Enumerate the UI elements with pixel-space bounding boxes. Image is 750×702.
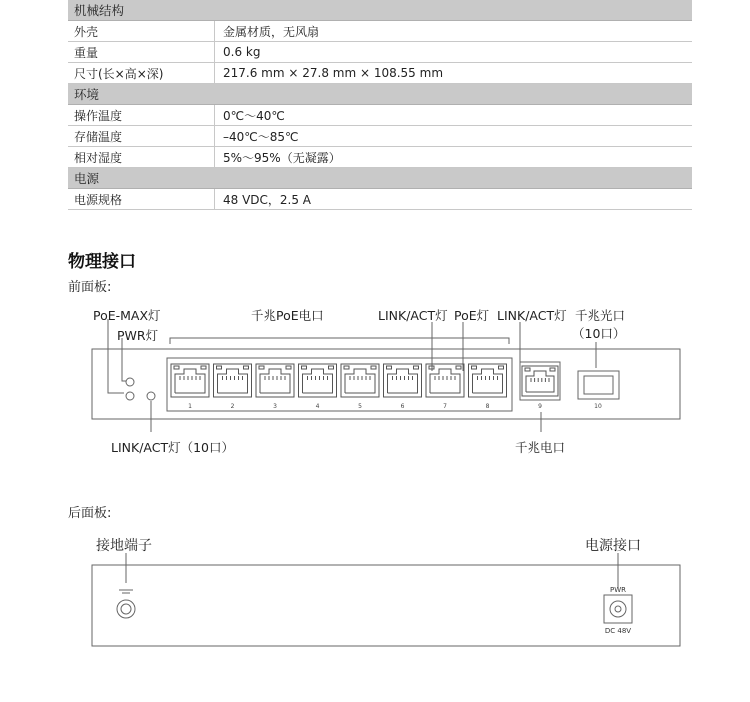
port-number: 1 — [188, 403, 192, 410]
power-port-label: 电源接口 — [585, 538, 641, 554]
gig-poe-ports-label: 千兆PoE电口 — [251, 308, 324, 323]
pwr-mark: PWR — [609, 586, 627, 594]
port-number: 5 — [358, 403, 362, 410]
port-number: 4 — [315, 403, 320, 410]
spec-key: 相对湿度 — [68, 147, 215, 168]
spec-value: 5%～95%（无凝露） — [215, 147, 693, 168]
poe-max-led — [126, 392, 134, 400]
back-panel-label: 后面板: — [68, 506, 112, 521]
port-number: 2 — [230, 403, 235, 410]
spec-value: 48 VDC，2.5 A — [215, 189, 693, 210]
spec-key: 重量 — [68, 42, 215, 63]
spec-section-header: 电源 — [68, 168, 692, 189]
front-panel-label: 前面板: — [68, 280, 112, 295]
port-number: 10 — [594, 403, 602, 410]
spec-key: 操作温度 — [68, 105, 215, 126]
spec-key: 外壳 — [68, 21, 215, 42]
spec-section-header: 环境 — [68, 84, 692, 105]
sfp-ports-label: 千兆光口 — [575, 308, 626, 323]
spec-value: 0.6 kg — [215, 42, 693, 63]
dc-48v-mark: DC 48V — [604, 627, 632, 635]
poe-led-label: PoE灯 — [454, 308, 490, 323]
link-act-led-10 — [147, 392, 155, 400]
pwr-led-label: PWR灯 — [117, 328, 159, 343]
spec-key: 电源规格 — [68, 189, 215, 210]
port-number: 6 — [400, 403, 405, 410]
spec-section-header: 机械结构 — [68, 0, 692, 21]
poe-ports-bracket — [170, 338, 509, 344]
link-act-led-label-a: LINK/ACT灯 — [378, 308, 448, 323]
sfp-ports-note: （10口） — [572, 326, 626, 341]
ground-terminal-label: 接地端子 — [96, 538, 152, 554]
gig-port-label: 千兆电口 — [515, 440, 566, 455]
port-number: 7 — [443, 403, 447, 410]
interfaces-title: 物理接口 — [68, 252, 136, 272]
port-number: 9 — [538, 403, 542, 410]
front-panel-chassis — [92, 349, 680, 419]
pwr-led — [126, 378, 134, 386]
spec-value: 217.6 mm × 27.8 mm × 108.55 mm — [215, 63, 693, 84]
back-panel-chassis — [92, 565, 680, 646]
link-act-led-10-label: LINK/ACT灯（10口） — [111, 440, 235, 455]
port-number: 3 — [273, 403, 277, 410]
ground-terminal — [117, 600, 135, 618]
dc-power-jack — [604, 595, 632, 623]
poe-max-led-label: PoE-MAX灯 — [93, 308, 161, 323]
port-number: 8 — [485, 403, 490, 410]
spec-value: 金属材质，无风扇 — [215, 21, 693, 42]
link-act-led-label-b: LINK/ACT灯 — [497, 308, 567, 323]
spec-value: 0℃～40℃ — [215, 105, 693, 126]
spec-key: 存储温度 — [68, 126, 215, 147]
spec-key: 尺寸(长×高×深) — [68, 63, 215, 84]
spec-value: –40℃～85℃ — [215, 126, 693, 147]
